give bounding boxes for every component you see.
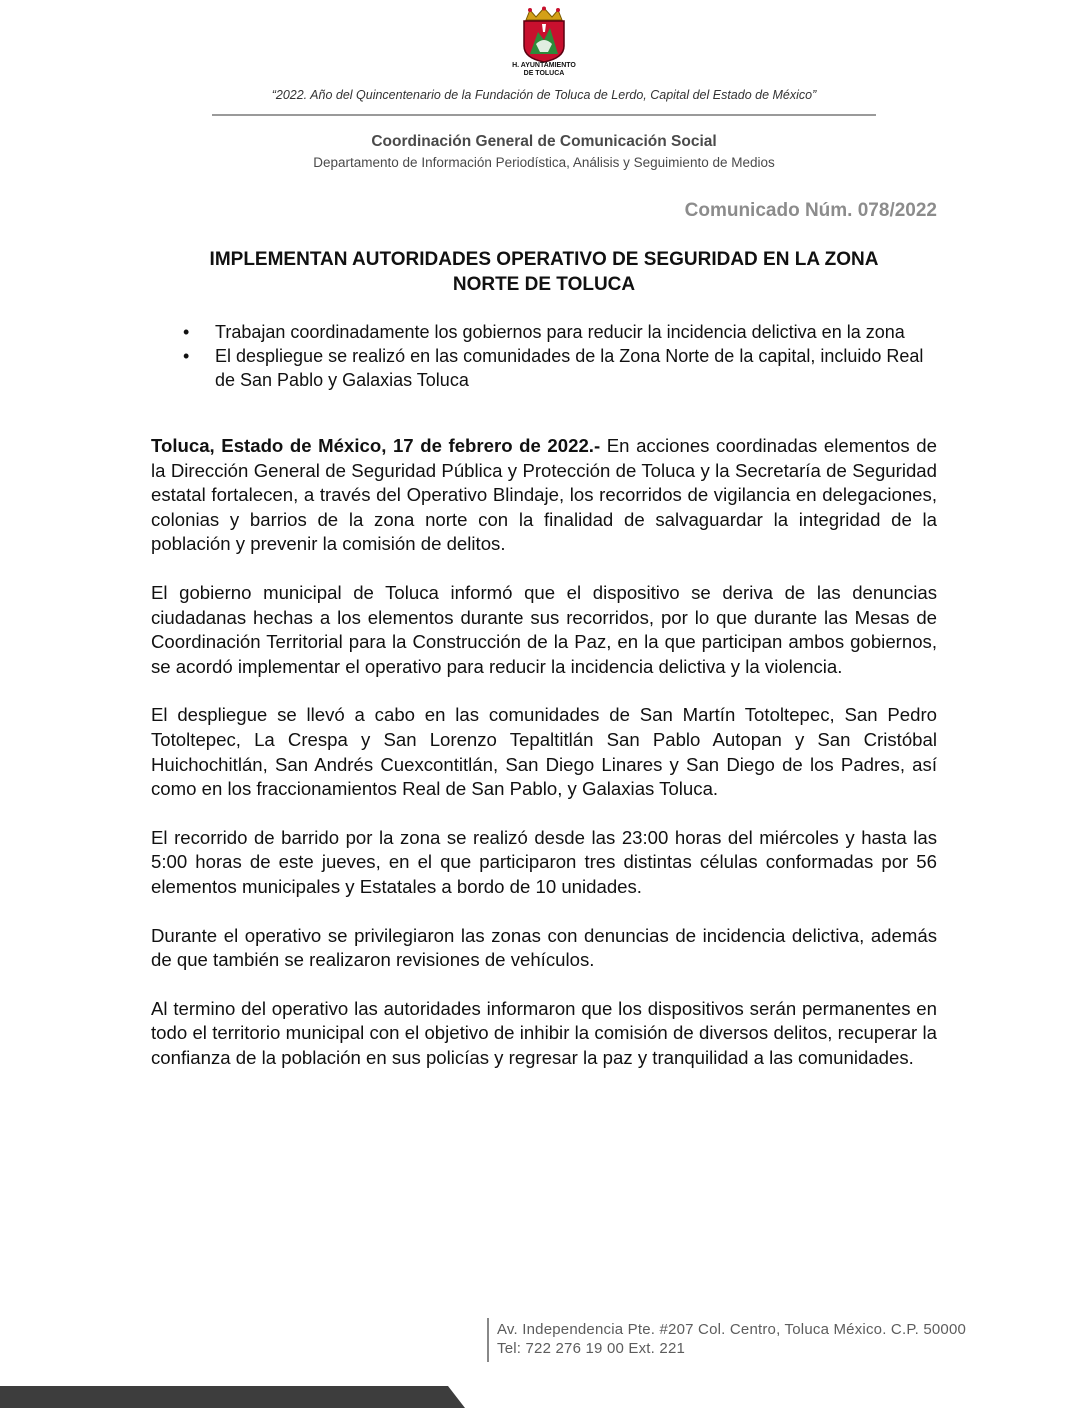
dateline: Toluca, Estado de México, 17 de febrero de 2022.- — [151, 435, 601, 456]
article-paragraph: El despliegue se llevó a cabo en las comunidades de San Martín Totoltepec, San Pedro Totoltepec, La Crespa y San Lorenzo Tepaltitlán San Pablo Autopan y San Cristóbal Huichochitlán, San Andrés Cuexcontitlán, San Diego Linares y San Diego de los Padres, así como en los fraccionamientos Real de San Pablo, y Galaxias Toluca. — [151, 704, 937, 800]
header-divider — [212, 114, 876, 116]
article-paragraph: El gobierno municipal de Toluca informó que el dispositivo se deriva de las denuncias ciudadanas hechas a los elementos durante sus recorridos, por lo que durante las Mesas de Coordinación Territorial para la Construcción de la Paz, en la que participan ambos gobiernos, se acordó implementar el operativo para reducir la incidencia delictiva y la violencia. — [151, 581, 937, 677]
headline-line-2: NORTE DE TOLUCA — [452, 274, 636, 295]
article-paragraph: Al termino del operativo las autoridades informaron que los dispositivos serán permanentes en todo el territorio municipal con el objetivo de inhibir la comisión de diversos delitos, recuperar la confianza de la población en sus policías y regresar la paz y tranquilidad a las comunidades. — [151, 997, 937, 1068]
department-subtitle: Departamento de Información Periodística, Análisis y Seguimiento de Medios — [313, 155, 775, 170]
headline-line-1: IMPLEMENTAN AUTORIDADES OPERATIVO DE SEGURIDAD EN LA ZONA — [209, 249, 879, 270]
year-motto: “2022. Año del Quincentenario de la Fundación de Toluca de Lerdo, Capital del Estado de México” — [271, 88, 817, 102]
logo-caption — [486, 62, 602, 78]
bullet-dot: • — [183, 322, 190, 342]
article-body — [151, 434, 937, 1094]
article-paragraph — [151, 434, 937, 557]
summary-bullet — [183, 344, 943, 392]
logo-caption-line2: DE TOLUCA — [523, 70, 565, 77]
footer-decorative-band — [0, 1386, 465, 1408]
footer-divider — [487, 1318, 489, 1362]
press-release-headline — [140, 247, 948, 297]
summary-bullet — [183, 320, 943, 344]
summary-bullet-text: Trabajan coordinadamente los gobiernos para reducir la incidencia delictiva en la zona — [215, 322, 905, 342]
paragraph-text: En acciones coordinadas elementos de la Dirección General de Seguridad Pública y Protección de Toluca y la Secretaría de Seguridad estatal fortalecen, a través del Operativo Blindaje, los recorridos de vigilancia en delegaciones, colonias y barrios de la zona norte con la finalidad de salvaguardar la integridad de la población y prevenir la comisión de delitos. — [151, 435, 937, 555]
comunicado-number: Comunicado Núm. 078/2022 — [684, 200, 937, 221]
article-paragraph: El recorrido de barrido por la zona se realizó desde las 23:00 horas del miércoles y hasta las 5:00 horas de este jueves, en el que participaron tres distintas células conformadas por 56 elementos municipales y Estatales a bordo de 10 unidades. — [151, 826, 937, 897]
summary-bullets — [183, 320, 943, 392]
footer-phone: Tel: 722 276 19 00 Ext. 221 — [497, 1340, 686, 1357]
logo-caption-line1: H. AYUNTAMIENTO — [512, 62, 576, 69]
footer-address: Av. Independencia Pte. #207 Col. Centro, Toluca México. C.P. 50000 — [497, 1321, 967, 1338]
department-title: Coordinación General de Comunicación Social — [371, 133, 717, 150]
article-paragraph: Durante el operativo se privilegiaron las zonas con denuncias de incidencia delictiva, además de que también se realizaron revisiones de vehículos. — [151, 924, 937, 971]
summary-bullet-text: El despliegue se realizó en las comunidades de la Zona Norte de la capital, incluido Real de San Pablo y Galaxias Toluca — [215, 346, 924, 390]
bullet-dot: • — [183, 346, 190, 366]
